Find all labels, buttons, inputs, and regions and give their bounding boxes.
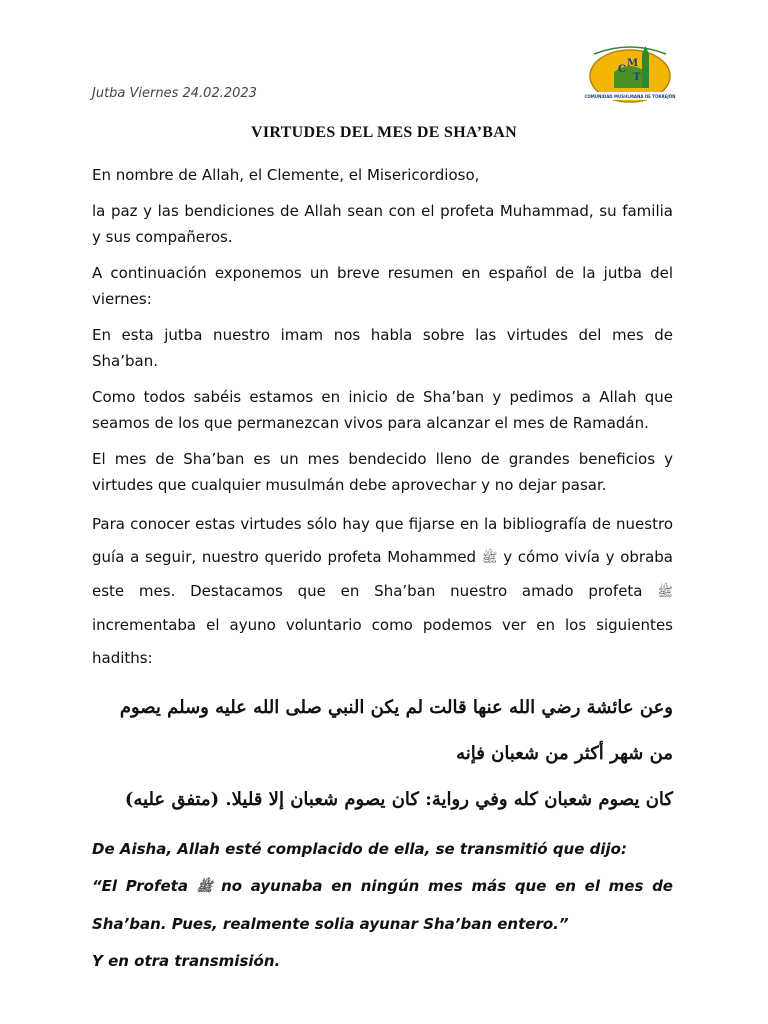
translation-quote [92,868,673,943]
paragraph-4: En esta jutba nuestro imam nos habla sobre las virtudes del mes de Sha’ban. [92,326,673,370]
svg-text:C: C [618,64,626,75]
community-logo [584,42,676,106]
salawat-symbol: ﷺ [481,551,498,566]
paragraph-5: Como todos sabéis estamos en inicio de Sha’ban y pedimos a Allah que seamos de los que permanezcan vivos para alcanzar el mes de Ramadán. [92,388,673,432]
logo-caption: COMUNIDAD MUSULMANA DE TORREJÓN [584,94,676,99]
paragraph-6: El mes de Sha’ban es un mes bendecido lleno de grandes beneficios y virtudes que cualquier musulmán debe aprovechar y no dejar pasar. [92,450,673,494]
document-body [92,162,673,980]
arabic-hadith [92,685,673,823]
quote-part-2: no ayunaba en ningún mes más que en el mes de Sha’ban. Pues, realmente solia ayunar Sha’ban entero.” [92,877,673,933]
arabic-hadith-line-2: كان يصوم شعبان كله وفي رواية: كان يصوم شعبان إلا قليلا. (متفق عليه) [124,789,673,810]
paragraph-1: En nombre de Allah, el Clemente, el Misericordioso, [92,166,480,184]
arabic-hadith-line-1: وعن عائشة رضي الله عنها قالت لم يكن النبي صلى الله عليه وسلم يصوم من شهر أكثر من شعبان فإنه [119,697,673,764]
quote-part-1: “El Profeta [92,877,197,895]
paragraph-7-part-2: y cómo vivía y obraba este mes. Destacamos que en Sha’ban nuestro amado profeta [92,548,673,600]
salawat-symbol: ﷺ [657,585,673,600]
translation-intro: De Aisha, Allah esté complacido de ella, se transmitió que dijo: [92,840,627,858]
svg-text:M: M [627,58,639,69]
jutba-date: Jutba Viernes 24.02.2023 [92,86,257,101]
paragraph-7-part-3: incrementaba el ayuno voluntario como podemos ver en los siguientes hadiths: [92,616,673,667]
svg-text:T: T [633,72,641,83]
translation-other-narration: Y en otra transmisión. [92,952,281,970]
paragraph-7 [92,508,673,675]
paragraph-3: A continuación exponemos un breve resumen en español de la jutba del viernes: [92,264,673,308]
paragraph-7-part-1: Para conocer estas virtudes sólo hay que fijarse en la bibliografía de nuestro guía a seguir, nuestro querido profeta Mohammed [92,515,673,566]
salawat-symbol: ﷺ [196,880,213,895]
document-title: VIRTUDES DEL MES DE SHA’BAN [251,124,517,141]
paragraph-2: la paz y las bendiciones de Allah sean con el profeta Muhammad, su familia y sus compañeros. [92,202,673,246]
